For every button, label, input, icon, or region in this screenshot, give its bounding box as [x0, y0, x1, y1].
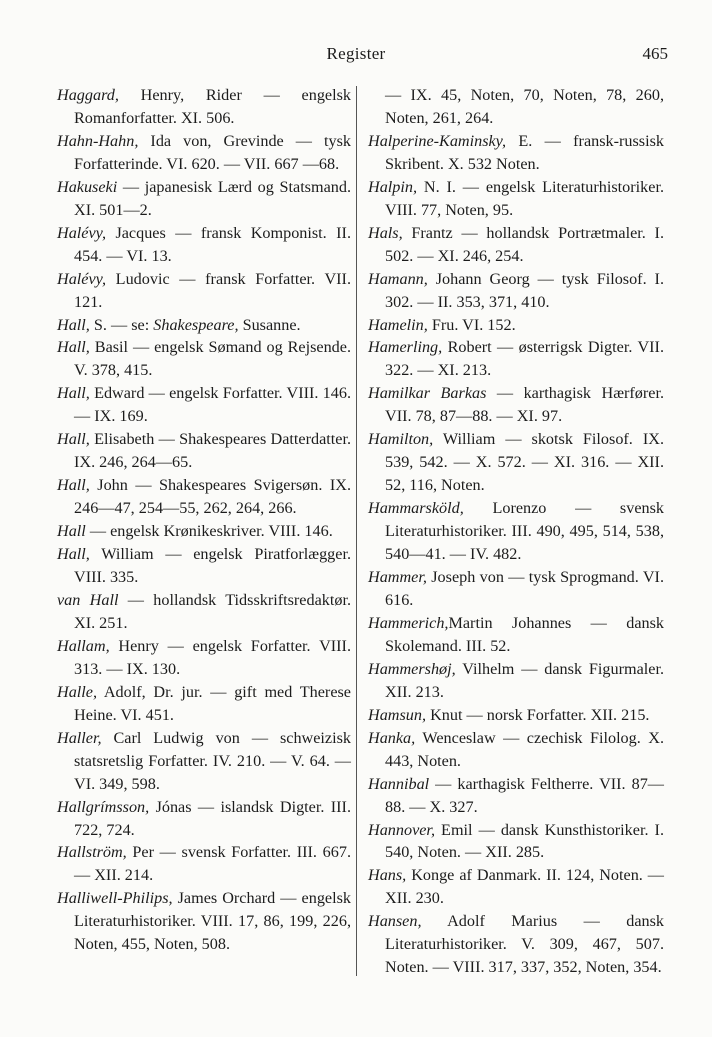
entry-text: Robert — østerrigsk Digter. VII. 322. — XI. 213. [385, 338, 664, 380]
index-entry [57, 681, 351, 727]
index-entry [368, 314, 664, 337]
entry-name: Hamsun, [368, 705, 427, 724]
entry-name: van Hall [57, 590, 119, 609]
index-entry [368, 176, 664, 222]
entry-name: Hall, [57, 338, 90, 357]
index-entry [57, 887, 351, 956]
index-entry [368, 497, 664, 566]
entry-name: Hammerich, [368, 613, 449, 632]
index-entry [57, 222, 351, 268]
entry-name: Hamerling, [368, 338, 443, 357]
entry-name: Halle, [57, 682, 98, 701]
entry-text: Joseph von — tysk Sprogmand. VI. 616. [385, 568, 664, 609]
index-entry [57, 428, 351, 474]
index-entry [57, 176, 351, 222]
entry-text: Lorenzo — svensk Literaturhistoriker. III. 490, 495, 514, 538, 540—41. — IV. 482. [385, 499, 664, 564]
entry-name: Hamilton, [368, 430, 434, 449]
entry-name: Haggard, [57, 86, 119, 104]
entry-name: Hanka, [368, 728, 416, 747]
index-entry [57, 474, 351, 520]
entry-text: Johann Georg — tysk Filosof. I. 302. — II. 353, 371, 410. [385, 269, 664, 311]
entry-text: John — Shakespeares Svigersøn. IX. 246—47, 254—55, 262, 264, 266. [74, 476, 351, 518]
entry-text: Henry, Rider — engelsk Romanforfatter. XI. 506. [74, 86, 351, 127]
index-entry [368, 222, 664, 268]
entry-text: Edward — engelsk Forfatter. VIII. 146. — IX. 169. [74, 384, 351, 426]
entry-name: Halpin, [368, 177, 418, 196]
index-entry [368, 864, 664, 910]
index-entry [368, 773, 664, 819]
entry-name: Halévy, [57, 223, 106, 242]
entry-text: Adolf Marius — dansk Literaturhistoriker. V. 309, 467, 507. Noten. — VIII. 317, 337, 352, Noten, 354. [385, 912, 664, 977]
index-entry [57, 841, 351, 887]
entry-text: Konge af Danmark. II. 124, Noten. — XII. 230. [385, 866, 664, 908]
entry-name: Hannover, [368, 820, 435, 839]
index-entry [57, 84, 351, 130]
entry-name: Hamann, [368, 269, 428, 288]
column-divider [356, 86, 357, 976]
left-column [57, 84, 351, 956]
entry-text: — IX. 45, Noten, 70, Noten, 78, 260, Noten, 261, 264. [385, 86, 664, 127]
entry-name: Halperine-Kaminsky, [368, 131, 507, 150]
entry-name: Hakuseki [57, 177, 118, 196]
entry-text: Wenceslaw — czechisk Filolog. X. 443, Noten. [385, 728, 664, 770]
index-entry [368, 704, 664, 727]
entry-name: Halévy, [57, 269, 106, 288]
page-number: 465 [642, 44, 668, 63]
entry-name: Hall, [57, 384, 90, 403]
index-entry [57, 589, 351, 635]
index-entry [368, 84, 664, 130]
entry-text: Jacques — fransk Komponist. II. 454. — VI. 13. [74, 223, 351, 265]
index-entry [57, 314, 351, 337]
entry-name: Hans, [368, 866, 407, 885]
entry-text: Knut — norsk Forfatter. XII. 215. [426, 705, 650, 724]
entry-name: Hall [57, 522, 86, 541]
index-entry [57, 336, 351, 382]
index-entry [368, 382, 664, 428]
index-entry [57, 635, 351, 681]
entry-text: James Orchard — engelsk Literaturhistoriker. VIII. 17, 86, 199, 226, Noten, 455, Noten, 508. [74, 889, 351, 954]
entry-text: Martin Johannes — dansk Skolemand. III. 52. [385, 613, 664, 655]
index-entry [57, 520, 351, 543]
entry-name: Hansen, [368, 912, 422, 931]
index-entry [57, 130, 351, 176]
entry-text: — karthagisk Feltherre. VII. 87—88. — X. 327. [385, 774, 664, 816]
entry-text: — engelsk Krønikeskriver. VIII. 146. [85, 522, 333, 541]
entry-name: Hammer, [368, 568, 427, 587]
entry-text: Ida von, Grevinde — tysk Forfatterinde. VI. 620. — VII. 667 —68. [74, 131, 351, 173]
entry-text: Susanne. [238, 315, 301, 334]
index-entry [57, 543, 351, 589]
entry-name: Hahn-Hahn, [57, 131, 139, 150]
entry-text: Emil — dansk Kunsthistoriker. I. 540, Noten. — XII. 285. [385, 820, 664, 862]
entry-name: Hall, [57, 315, 90, 334]
index-entry [368, 910, 664, 979]
entry-name: Halliwell-Philips, [57, 889, 173, 908]
entry-name: Hall, [57, 476, 90, 495]
entry-name: Hall, [57, 545, 90, 564]
index-entry [368, 727, 664, 773]
page-header [0, 44, 712, 70]
entry-name: Hallström, [57, 843, 127, 862]
entry-text: William — skotsk Filosof. IX. 539, 542. — X. 572. — XI. 316. — XII. 52, 116, Noten. [385, 430, 664, 495]
entry-text: William — engelsk Piratforlægger. VIII. 335. [74, 545, 351, 587]
index-entry [57, 796, 351, 842]
index-entry [57, 268, 351, 314]
index-entry [368, 268, 664, 314]
entry-name: Hamilkar Barkas [368, 384, 487, 403]
entry-name: Hannibal [368, 774, 430, 793]
right-column [368, 84, 664, 979]
entry-cross-reference: Shakespeare, [153, 315, 239, 334]
entry-name: Hammarsköld, [368, 499, 464, 518]
entry-text: — hollandsk Tidsskriftsredaktør. XI. 251. [74, 590, 351, 632]
entry-text: Fru. VI. 152. [427, 315, 516, 334]
page-title: Register [326, 44, 386, 63]
entry-text: S. — se: [89, 315, 154, 334]
entry-text: Frantz — hollandsk Portrætmaler. I. 502. — XI. 246, 254. [385, 223, 664, 265]
entry-text: — japanesisk Lærd og Statsmand. XI. 501—2. [74, 177, 351, 219]
index-entry [368, 819, 664, 865]
entry-name: Hallam, [57, 636, 110, 655]
entry-text: Basil — engelsk Sømand og Rejsende. V. 378, 415. [74, 338, 351, 380]
entry-text: — karthagisk Hærfører. VII. 78, 87—88. — XI. 97. [385, 384, 664, 426]
index-entry [57, 382, 351, 428]
entry-text: Jónas — islandsk Digter. III. 722, 724. [74, 797, 351, 839]
index-entry [57, 727, 351, 796]
index-entry [368, 612, 664, 658]
entry-text: Adolf, Dr. jur. — gift med Therese Heine. VI. 451. [74, 682, 351, 724]
index-entry [368, 566, 664, 612]
index-entry [368, 658, 664, 704]
entry-text: Per — svensk Forfatter. III. 667. — XII. 214. [74, 843, 351, 885]
entry-name: Hamelin, [368, 315, 428, 334]
entry-text: N. I. — engelsk Literaturhistoriker. VIII. 77, Noten, 95. [385, 177, 664, 219]
entry-text: Henry — engelsk Forfatter. VIII. 313. — IX. 130. [74, 636, 351, 678]
index-entry [368, 130, 664, 176]
entry-name: Hall, [57, 430, 90, 449]
entry-text: Elisabeth — Shakespeares Datterdatter. IX. 246, 264—65. [74, 430, 351, 472]
index-entry [368, 336, 664, 382]
entry-text: E. — fransk-russisk Skribent. X. 532 Noten. [385, 131, 664, 173]
entry-name: Hals, [368, 223, 403, 242]
index-entry [368, 428, 664, 497]
entry-name: Hammershøj, [368, 659, 456, 678]
entry-name: Hallgrímsson, [57, 797, 150, 816]
entry-text: Carl Ludwig von — schweizisk statsretslig Forfatter. IV. 210. — V. 64. — VI. 349, 598. [74, 728, 351, 793]
entry-text: Ludovic — fransk Forfatter. VII. 121. [74, 269, 351, 311]
entry-text: Vilhelm — dansk Figurmaler. XII. 213. [385, 659, 664, 701]
entry-name: Haller, [57, 728, 102, 747]
